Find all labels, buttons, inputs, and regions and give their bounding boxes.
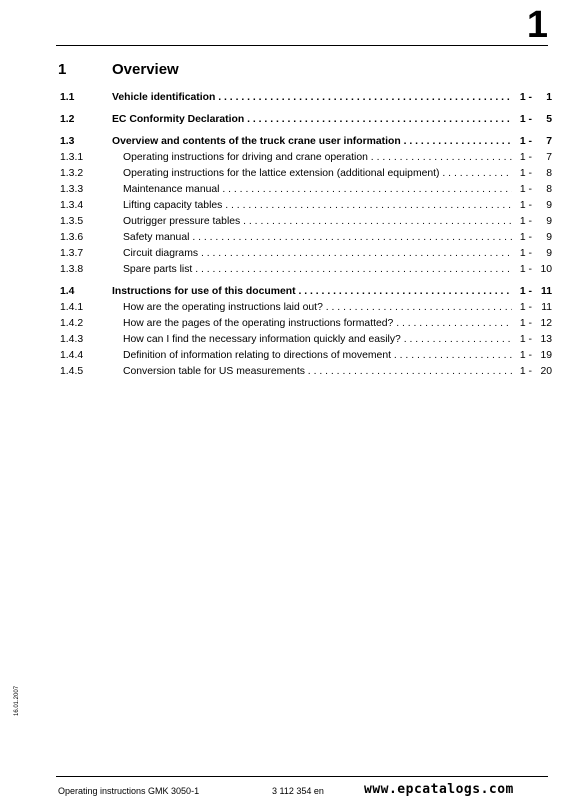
toc-entry-page: 20 — [540, 366, 552, 377]
toc-entry-number: 1.4 — [60, 286, 75, 297]
toc-entry-chapter-prefix: 1 - — [519, 168, 532, 179]
toc-entry[interactable] — [60, 182, 552, 198]
toc-entry-page: 9 — [546, 200, 552, 211]
toc-entry-number: 1.1 — [60, 92, 75, 103]
chapter-number: 1 — [526, 4, 548, 46]
toc-entry-page: 9 — [546, 248, 552, 259]
toc-entry-title: Safety manual . . . — [123, 230, 512, 246]
toc-entry-chapter-prefix: 1 - — [519, 232, 532, 243]
toc-entry[interactable] — [60, 364, 552, 380]
toc-entry-number: 1.3.3 — [60, 184, 84, 195]
toc-entry-title: EC Conformity Declaration . . . — [112, 112, 512, 128]
toc-entry-number: 1.4.2 — [60, 318, 84, 329]
toc-entry-chapter-prefix: 1 - — [519, 184, 532, 195]
toc-entry-title: Maintenance manual . . . — [123, 182, 512, 198]
toc-entry-chapter-prefix: 1 - — [519, 248, 532, 259]
toc-entry-title: How can I find the necessary information quickly and easily? . . . — [123, 332, 512, 348]
toc-entry-chapter-prefix: 1 - — [519, 264, 532, 275]
toc-entry-page: 7 — [546, 136, 552, 147]
toc-entry-number: 1.3.1 — [60, 152, 84, 163]
toc-entry[interactable] — [60, 198, 552, 214]
table-of-contents — [60, 90, 552, 380]
toc-entry-title: Spare parts list . . . — [123, 262, 512, 278]
toc-entry[interactable] — [60, 166, 552, 182]
toc-entry-page: 8 — [546, 184, 552, 195]
toc-entry-chapter-prefix: 1 - — [519, 216, 532, 227]
toc-entry-page: 11 — [541, 302, 552, 313]
toc-entry-page: 9 — [546, 232, 552, 243]
toc-entry-chapter-prefix: 1 - — [519, 114, 532, 125]
toc-entry-page: 10 — [540, 264, 552, 275]
toc-entry-chapter-prefix: 1 - — [519, 350, 532, 361]
chapter-heading-number: 1 — [58, 61, 67, 78]
toc-entry-title: Overview and contents of the truck crane user information . . . — [112, 134, 512, 150]
toc-entry-page: 12 — [540, 318, 552, 329]
toc-entry[interactable] — [60, 284, 552, 300]
toc-entry[interactable] — [60, 300, 552, 316]
toc-entry[interactable] — [60, 150, 552, 166]
toc-entry-title: How are the operating instructions laid out? . . . — [123, 300, 512, 316]
toc-entry-page: 13 — [540, 334, 552, 345]
toc-entry[interactable] — [60, 316, 552, 332]
toc-entry-chapter-prefix: 1 - — [519, 136, 532, 147]
footer-document-title: Operating instructions GMK 3050-1 — [58, 786, 200, 796]
toc-entry-number: 1.3.8 — [60, 264, 84, 275]
footer-document-number: 3 112 354 en — [272, 786, 324, 796]
toc-entry-title: Circuit diagrams . . . — [123, 246, 512, 262]
toc-entry-title: Lifting capacity tables . . . — [123, 198, 512, 214]
toc-entry[interactable] — [60, 214, 552, 230]
toc-entry-chapter-prefix: 1 - — [519, 200, 532, 211]
footer-watermark-url: www.epcatalogs.com — [364, 782, 514, 797]
toc-entry-page: 8 — [546, 168, 552, 179]
toc-entry[interactable] — [60, 262, 552, 278]
toc-entry-number: 1.3.6 — [60, 232, 84, 243]
toc-entry-number: 1.3.7 — [60, 248, 84, 259]
toc-entry-number: 1.3 — [60, 136, 75, 147]
toc-entry-number: 1.2 — [60, 114, 75, 125]
toc-entry-chapter-prefix: 1 - — [519, 318, 532, 329]
toc-entry-title: Instructions for use of this document . . . — [112, 284, 512, 300]
toc-entry[interactable] — [60, 246, 552, 262]
toc-entry-page: 1 — [546, 92, 552, 103]
toc-entry-title: Operating instructions for driving and crane operation . . . — [123, 150, 512, 166]
toc-entry-title: Outrigger pressure tables . . . — [123, 214, 512, 230]
side-date: 16.01.2007 — [14, 685, 20, 716]
top-rule — [56, 45, 548, 46]
chapter-heading-title: Overview — [112, 61, 179, 78]
toc-entry-number: 1.4.1 — [60, 302, 84, 313]
toc-entry-number: 1.4.5 — [60, 366, 84, 377]
toc-entry-title: Definition of information relating to directions of movement . . . — [123, 348, 512, 364]
bottom-rule — [56, 776, 548, 777]
toc-entry[interactable] — [60, 332, 552, 348]
toc-entry-number: 1.3.5 — [60, 216, 84, 227]
toc-entry-title: How are the pages of the operating instructions formatted? . . . — [123, 316, 512, 332]
toc-entry[interactable] — [60, 348, 552, 364]
toc-entry-chapter-prefix: 1 - — [519, 286, 532, 297]
toc-entry-number: 1.4.3 — [60, 334, 84, 345]
toc-entry[interactable] — [60, 112, 552, 128]
toc-entry-title: Vehicle identification . . . — [112, 90, 512, 106]
toc-entry[interactable] — [60, 230, 552, 246]
toc-entry-chapter-prefix: 1 - — [519, 302, 532, 313]
toc-entry[interactable] — [60, 134, 552, 150]
toc-entry-page: 5 — [546, 114, 552, 125]
toc-entry-title: Conversion table for US measurements . . . — [123, 364, 512, 380]
toc-entry[interactable] — [60, 90, 552, 106]
toc-entry-chapter-prefix: 1 - — [519, 366, 532, 377]
toc-entry-page: 7 — [546, 152, 552, 163]
toc-entry-number: 1.3.2 — [60, 168, 84, 179]
toc-entry-page: 9 — [546, 216, 552, 227]
toc-entry-chapter-prefix: 1 - — [519, 152, 532, 163]
toc-entry-title: Operating instructions for the lattice extension (additional equipment) . . . — [123, 166, 512, 182]
toc-entry-page: 11 — [541, 286, 552, 297]
toc-entry-chapter-prefix: 1 - — [519, 92, 532, 103]
toc-entry-page: 19 — [540, 350, 552, 361]
toc-entry-number: 1.3.4 — [60, 200, 84, 211]
toc-entry-number: 1.4.4 — [60, 350, 84, 361]
toc-entry-chapter-prefix: 1 - — [519, 334, 532, 345]
